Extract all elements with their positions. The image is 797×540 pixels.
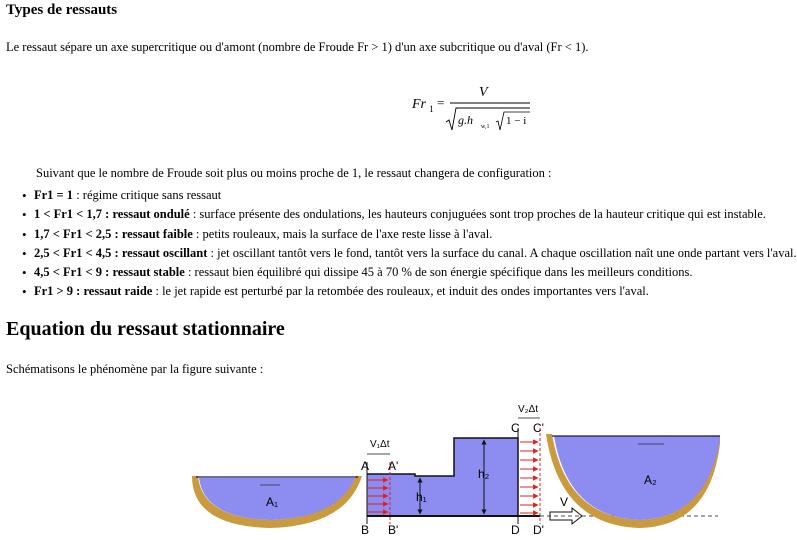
label-A2: A₂ (644, 473, 657, 487)
label-Dp: D' (533, 523, 544, 537)
case-condition: Fr1 > 9 : ressaut raide (34, 284, 153, 299)
case-condition: 1,7 < Fr1 < 2,5 : ressaut faible (34, 226, 193, 241)
froude-cases-list (6, 186, 797, 302)
case-description: : ressaut bien équilibré qui dissipe 45 à 70 % de son énergie spécifique dans les meilleurs conditions. (184, 265, 693, 280)
label-C: C (511, 421, 520, 435)
hydraulic-jump-figure (190, 400, 720, 540)
list-item (6, 263, 797, 282)
intro-paragraph: Le ressaut sépare un axe supercritique ou d'amont (nombre de Froude Fr > 1) d'un axe subcritique ou d'aval (Fr < 1). (6, 40, 589, 54)
label-Bp: B' (388, 523, 399, 537)
right-water-section (554, 436, 720, 520)
label-A1: A₁ (266, 495, 279, 509)
figure-intro: Schématisons le phénomène par la figure suivante : (6, 362, 264, 376)
case-description: : surface présente des ondulations, les hauteurs conjuguées sont trop proches de la hauteur critique qui est instable. (189, 207, 766, 222)
label-v2dt: V₂Δt (518, 404, 539, 415)
label-D: D (511, 523, 520, 537)
formula-denominator-g: g.h (458, 113, 473, 127)
case-description: : jet oscillant tantôt vers le fond, tantôt vers la surface du canal. A chaque oscillation naît une onde partant vers l'aval. (207, 245, 797, 260)
case-description: : le jet rapide est perturbé par la retombée des rouleaux, et induit des ondes importantes vers l'aval. (152, 284, 649, 299)
case-condition: Fr1 = 1 (34, 188, 74, 202)
label-h1: h₁ (416, 490, 427, 504)
case-description: : régime critique sans ressaut (73, 188, 222, 202)
label-Cp: C' (533, 421, 544, 435)
formula-denominator-sub: w,1 (481, 124, 490, 130)
label-v1dt: V₁Δt (370, 439, 390, 450)
section-title-equation: Equation du ressaut stationnaire (6, 318, 285, 340)
case-description: : petits rouleaux, mais la surface de l'axe reste lisse à l'aval. (192, 226, 493, 241)
label-A: A (361, 459, 370, 473)
formula-equals: = (437, 95, 445, 110)
list-item (6, 244, 797, 263)
froude-formula (412, 84, 542, 144)
list-item (6, 225, 797, 244)
label-h2: h₂ (478, 467, 490, 481)
label-B: B (361, 523, 370, 537)
case-condition: 2,5 < Fr1 < 4,5 : ressaut oscillant (34, 245, 208, 260)
cases-intro: Suivant que le nombre de Froude soit plus ou moins proche de 1, le ressaut changera de configuration : (36, 166, 552, 180)
case-condition: 1 < Fr1 < 1,7 : ressaut ondulé (34, 207, 190, 222)
list-item (6, 205, 797, 224)
section-title-types: Types de ressauts (6, 2, 118, 18)
label-Ap: A' (388, 459, 399, 473)
formula-lhs: Fr (412, 97, 426, 112)
case-condition: 4,5 < Fr1 < 9 : ressaut stable (34, 265, 185, 280)
outflow-pressure-arrows (520, 442, 538, 513)
formula-lhs-sub: 1 (429, 104, 434, 114)
formula-numerator: V (479, 85, 488, 100)
label-V: V (560, 495, 569, 509)
formula-denominator-sqrt: 1 − i (506, 115, 527, 127)
list-item (6, 282, 797, 301)
list-item (6, 186, 797, 205)
